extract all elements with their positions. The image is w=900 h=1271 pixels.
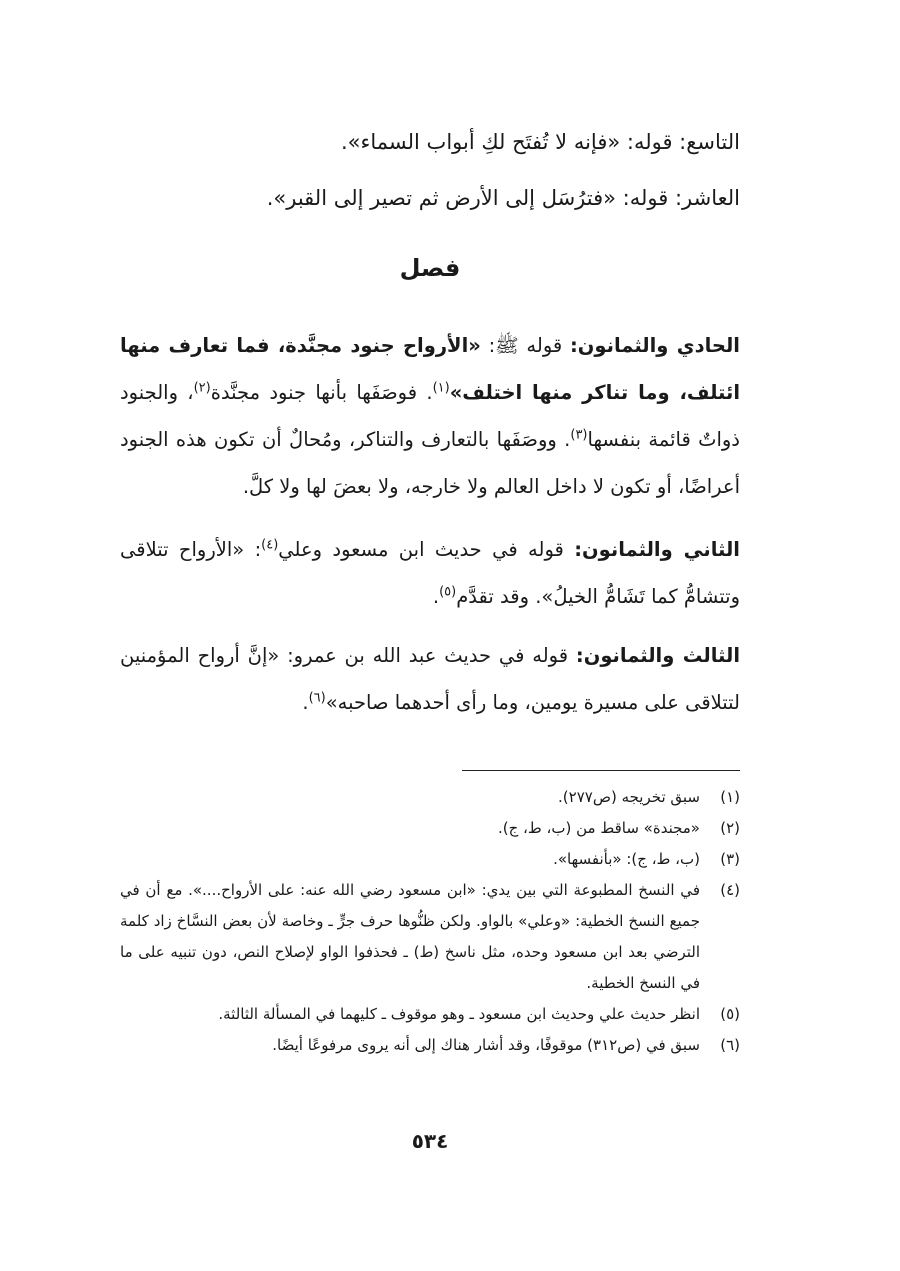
footnote bbox=[120, 813, 740, 844]
footnote-number: (٣) bbox=[720, 850, 740, 868]
footnote-text: «مجندة» ساقط من (ب، ط، ج). bbox=[497, 819, 700, 837]
footnote-ref-2[interactable]: (٢) bbox=[193, 380, 211, 395]
paragraph-81-text: قوله ﷺ: bbox=[480, 333, 570, 357]
footnote-number: (٥) bbox=[720, 1005, 740, 1023]
footnote bbox=[120, 844, 740, 875]
paragraph-82-text: : «الأرواح تتلاقى وتتشامُّ كما تَشَامُّ الخيلُ». وقد تقدَّم bbox=[120, 537, 740, 608]
paragraph-82 bbox=[120, 526, 740, 620]
footnote-text: سبق تخريجه (ص٢٧٧). bbox=[558, 788, 700, 806]
footnote-text: انظر حديث علي وحديث ابن مسعود ـ وهو موقوف ـ كليهما في المسألة الثالثة. bbox=[218, 1005, 700, 1023]
paragraph-83 bbox=[120, 632, 740, 726]
footnote-text: سبق في (ص٣١٢) موقوفًا، وقد أشار هناك إلى أنه يروى مرفوعًا أيضًا. bbox=[272, 1036, 700, 1054]
footnote-ref-3[interactable]: (٣) bbox=[570, 427, 588, 442]
book-page bbox=[120, 0, 740, 1271]
paragraph-82-text: . bbox=[432, 584, 440, 608]
ninth-item-line: التاسع: قوله: «فإنه لا تُفتَح لكِ أبواب السماء». bbox=[340, 130, 740, 154]
page-number: ٥٣٤ bbox=[411, 1129, 449, 1153]
footnote-ref-4[interactable]: (٤) bbox=[261, 537, 279, 552]
footnote-number: (٢) bbox=[720, 819, 740, 837]
footnote-text: (ب، ط، ج): «بأنفسها». bbox=[553, 850, 700, 868]
paragraph-81-text: ، والجنود ذواتٌ قائمة بنفسها bbox=[120, 380, 740, 451]
footnote-number: (٦) bbox=[720, 1036, 740, 1054]
paragraph-81-text: . ووصَفَها بالتعارف والتناكر، ومُحالٌ أن تكون هذه الجنود أعراضًا، أو تكون لا داخل العالم ولا خارجه، ولا بعضَ لها ولا كلَّ. bbox=[120, 427, 740, 498]
footnotes-list bbox=[120, 782, 740, 1061]
footnote-ref-1[interactable]: (١) bbox=[432, 380, 450, 395]
paragraph-82-lead: الثاني والثمانون: bbox=[574, 537, 740, 561]
paragraph-83-text: قوله في حديث عبد الله بن عمرو: «إنَّ أرواح المؤمنين لتتلاقى على مسيرة يومين، وما رأى أحدهما صاحبه» bbox=[120, 643, 740, 714]
footnote-divider bbox=[462, 770, 740, 771]
footnote-text: في النسخ المطبوعة التي بين يدي: «ابن مسعود رضي الله عنه: على الأرواح....». مع أن في جميع النسخ الخطية: «وعلي» بالواو. ولكن ظنُّوها حرف جرٍّ ـ وخاصة لأن بعض النسَّاخ زاد كلمة الترضي بعد ابن مسعود وحده، مثل ناسخ (ط) ـ فحذفوا الواو لإصلاح النص، دون تنبيه على ما في النسخ الخطية. bbox=[120, 881, 700, 992]
paragraph-83-lead: الثالث والثمانون: bbox=[575, 643, 741, 667]
section-heading: فصل bbox=[399, 254, 461, 282]
footnote bbox=[120, 782, 740, 813]
paragraph-81-text: . فوصَفَها بأنها جنود مجنَّدة bbox=[210, 380, 433, 404]
footnote-number: (٤) bbox=[720, 881, 740, 899]
footnote bbox=[120, 875, 740, 999]
footnote-number: (١) bbox=[720, 788, 740, 806]
paragraph-82-text: قوله في حديث ابن مسعود وعلي bbox=[278, 537, 575, 561]
paragraph-81 bbox=[120, 322, 740, 510]
footnote bbox=[120, 999, 740, 1030]
footnote-ref-6[interactable]: (٦) bbox=[308, 690, 326, 705]
hadith-quote: «الأرواح جنود مجنَّدة، فما تعارف منها ائتلف، وما تناكر منها اختلف» bbox=[120, 333, 741, 404]
footnote bbox=[120, 1030, 740, 1061]
paragraph-81-lead: الحادي والثمانون: bbox=[569, 333, 740, 357]
footnote-ref-5[interactable]: (٥) bbox=[439, 584, 457, 599]
tenth-item-line: العاشر: قوله: «فترُسَل إلى الأرض ثم تصير إلى القبر». bbox=[266, 186, 740, 210]
paragraph-83-text: . bbox=[302, 690, 309, 714]
